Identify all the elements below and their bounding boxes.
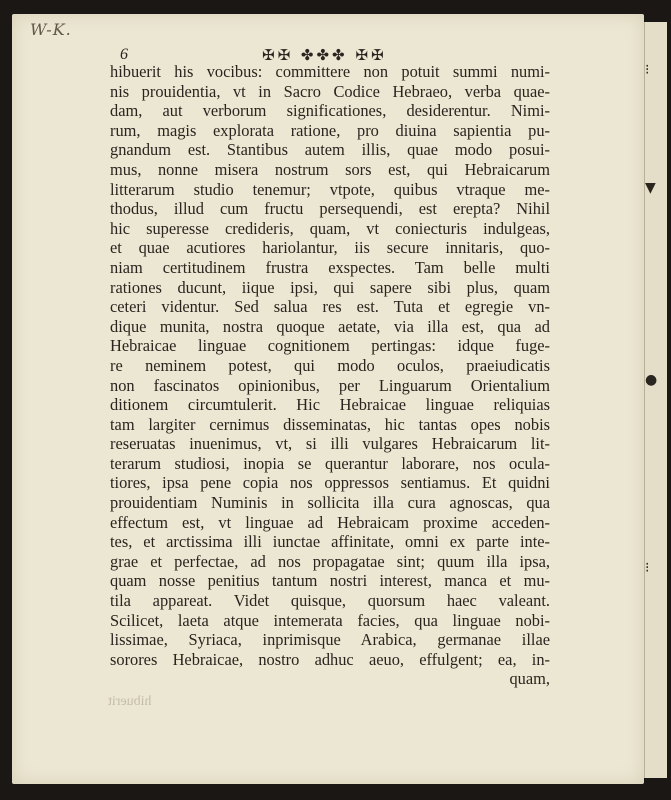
text-line: tiores, ipsa pene copia nos oppressos sentiamus. Et quidni [110, 473, 550, 493]
text-line: lissimae, Syriaca, inprimisque Arabica, germanae illae [110, 630, 550, 650]
text-line: grae et perfectae, ad nos propagatae sint; quum illa ipsa, [110, 551, 550, 571]
text-line: terarum studiosi, inopia se querantur laborare, nos ocula- [110, 453, 550, 473]
text-line: tila appareat. Videt quisque, quorsum haec valeant. [110, 591, 550, 611]
text-line: niam certitudinem frustra exspectes. Tam belle multi [110, 257, 550, 277]
page-number: 6 [120, 46, 128, 63]
reverse-show-through-text: hibuerit [108, 694, 152, 709]
text-line: Hebraicae linguae cognitionem pertingas: idque fuge- [110, 336, 550, 356]
text-line: hibuerit his vocibus: committere non potuit summi numi- [110, 62, 550, 81]
text-line: quam nosse penitius tantum nostri interest, manca et mu- [110, 571, 550, 591]
text-line: prouidentiam Numinis in sollicita illa cura agnoscas, qua [110, 493, 550, 513]
text-line: et quae acutiores hariolantur, iis secure innitaris, quo- [110, 238, 550, 258]
text-line: nis prouidentia, vt in Sacro Codice Hebraeo, verba quae- [110, 81, 550, 101]
text-line: gnandum est. Stantibus autem illis, quae modo posui- [110, 140, 550, 160]
text-line: tam largiter cernimus disseminatas, hic tantas opes nobis [110, 414, 550, 434]
header-ornament-icon: ✠✠ ✤✤✤ ✠✠ [262, 46, 387, 64]
edge-ornament-mark: ▼ [645, 180, 656, 196]
edge-ornament-mark: ⁝ [645, 62, 650, 78]
edge-ornament-mark: ⁝ [645, 560, 650, 576]
body-text [110, 62, 550, 689]
adjacent-page-edge [644, 22, 667, 778]
text-line: hic superesse credideris, quam, vt coniecturis indulgeas, [110, 218, 550, 238]
text-line: dique munita, nostra quoque aetate, via illa est, qua ad [110, 316, 550, 336]
edge-ornament-mark: ● [645, 372, 658, 388]
text-line: sorores Hebraicae, nostro adhuc aeuo, effulgent; ea, in- [110, 649, 550, 669]
text-line: reseruatas inuenimus, vt, si illi vulgares Hebraicarum lit- [110, 434, 550, 454]
catchword: quam, [509, 669, 550, 689]
text-line: re neminem potest, qui modo oculos, praeiudicatis [110, 355, 550, 375]
text-line: rum, magis explorata ratione, pro diuina sapientia pu- [110, 120, 550, 140]
manuscript-annotation: W-K. [30, 20, 72, 39]
text-line: Scilicet, laeta atque intemerata facies, qua linguae nobi- [110, 610, 550, 630]
text-line: effectum est, vt linguae ad Hebraicam proxime acceden- [110, 512, 550, 532]
text-line: mus, nonne misera nostrum sors est, qui Hebraicarum [110, 159, 550, 179]
text-line: ceteri videntur. Sed salua res est. Tuta et egregie vn- [110, 297, 550, 317]
text-line: tes, et arctissima illi iunctae affinitate, omni ex parte inte- [110, 532, 550, 552]
text-line: thodus, illud cum fructu persequendi, est erepta? Nihil [110, 199, 550, 219]
text-line: non fascinatos opinionibus, per Linguarum Orientalium [110, 375, 550, 395]
text-line: litterarum studio tenemur; vtpote, quibus vtraque me- [110, 179, 550, 199]
text-line: rationes ducunt, iique ipsi, qui sapere sibi plus, quam [110, 277, 550, 297]
text-line: dam, aut verborum significationes, desiderentur. Nimi- [110, 101, 550, 121]
text-line: ditionem circumtulerit. Hic Hebraicae linguae reliquias [110, 395, 550, 415]
